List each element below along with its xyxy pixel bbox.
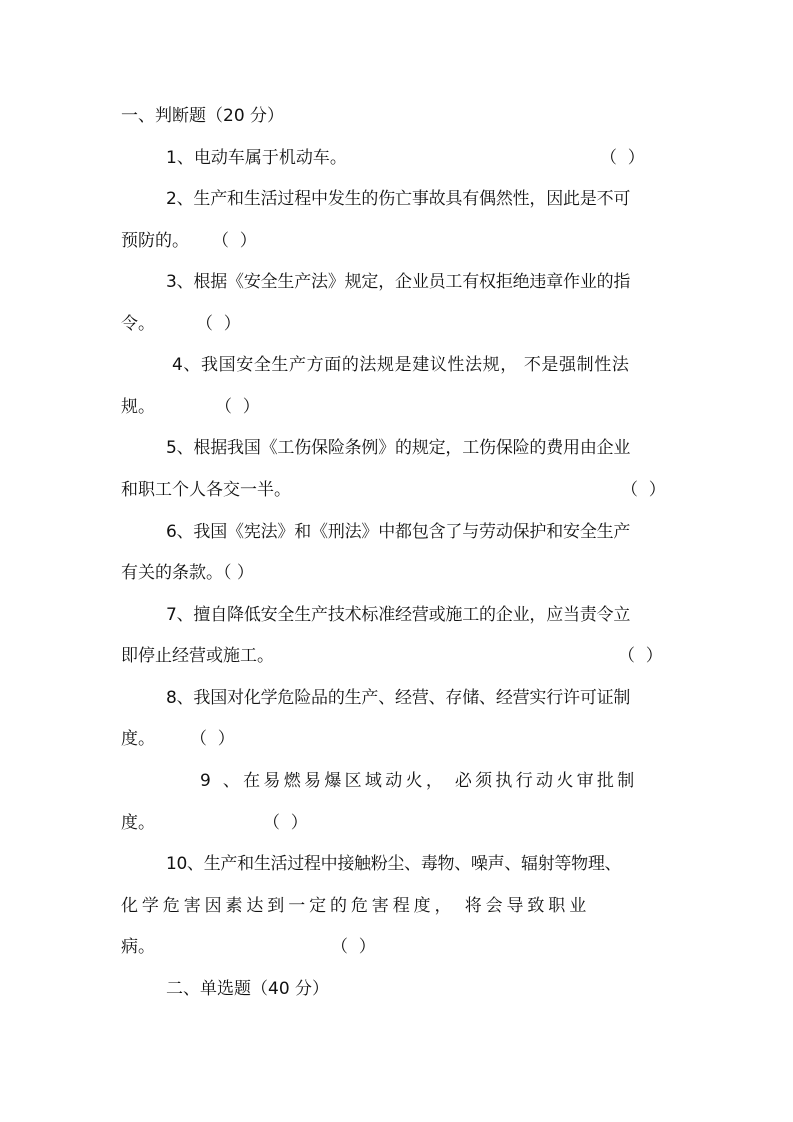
question-9-text: 9 、在易燃易爆区域动火， 必须执行动火审批制 <box>200 771 638 791</box>
question-1-text: 1、电动车属于机动车。 <box>166 148 347 168</box>
question-10-text-continued: 化学危害因素达到一定的危害程度， 将会导致职业 <box>121 896 591 916</box>
question-6-text-continued: 有关的条款。（ ） <box>121 563 254 583</box>
question-9-answer-blank: （ ） <box>263 813 308 833</box>
question-10-text-continued-2: 病。 <box>121 937 155 957</box>
question-4-answer-blank: （ ） <box>215 397 260 417</box>
question-3-text-continued: 令。 <box>121 314 155 334</box>
question-2-answer-blank: （ ） <box>212 231 257 251</box>
question-10-text: 10、生产和生活过程中接触粉尘、毒物、噪声、辐射等物理、 <box>166 854 622 874</box>
question-5-text-continued: 和职工个人各交一半。 <box>121 480 291 500</box>
question-4-text: 4、我国安全生产方面的法规是建议性法规， 不是强制性法 <box>172 355 630 375</box>
question-3-answer-blank: （ ） <box>196 314 241 334</box>
question-4-text-continued: 规。 <box>121 397 155 417</box>
question-7-text-continued: 即停止经营或施工。 <box>121 646 274 666</box>
question-5-answer-blank: （ ） <box>621 480 666 500</box>
section-heading-judgement: 一、判断题（20 分） <box>121 106 285 126</box>
question-2-text: 2、生产和生活过程中发生的伤亡事故具有偶然性，因此是不可 <box>166 189 631 209</box>
question-6-text: 6、我国《宪法》和《刑法》中都包含了与劳动保护和安全生产 <box>166 522 631 542</box>
question-2-text-continued: 预防的。 <box>121 231 189 251</box>
question-10-answer-blank: （ ） <box>331 937 376 957</box>
question-3-text: 3、根据《安全生产法》规定，企业员工有权拒绝违章作业的指 <box>166 272 631 292</box>
section-heading-single-choice: 二、单选题（40 分） <box>166 979 330 999</box>
question-8-text: 8、我国对化学危险品的生产、经营、存储、经营实行许可证制 <box>166 688 631 708</box>
question-8-answer-blank: （ ） <box>190 729 235 749</box>
question-9-text-continued: 度。 <box>121 813 155 833</box>
question-7-text: 7、擅自降低安全生产技术标准经营或施工的企业，应当责令立 <box>166 605 631 625</box>
question-5-text: 5、根据我国《工伤保险条例》的规定，工伤保险的费用由企业 <box>166 438 631 458</box>
question-8-text-continued: 度。 <box>121 729 155 749</box>
question-7-answer-blank: （ ） <box>618 646 663 666</box>
question-1-answer-blank: （ ） <box>600 148 645 168</box>
